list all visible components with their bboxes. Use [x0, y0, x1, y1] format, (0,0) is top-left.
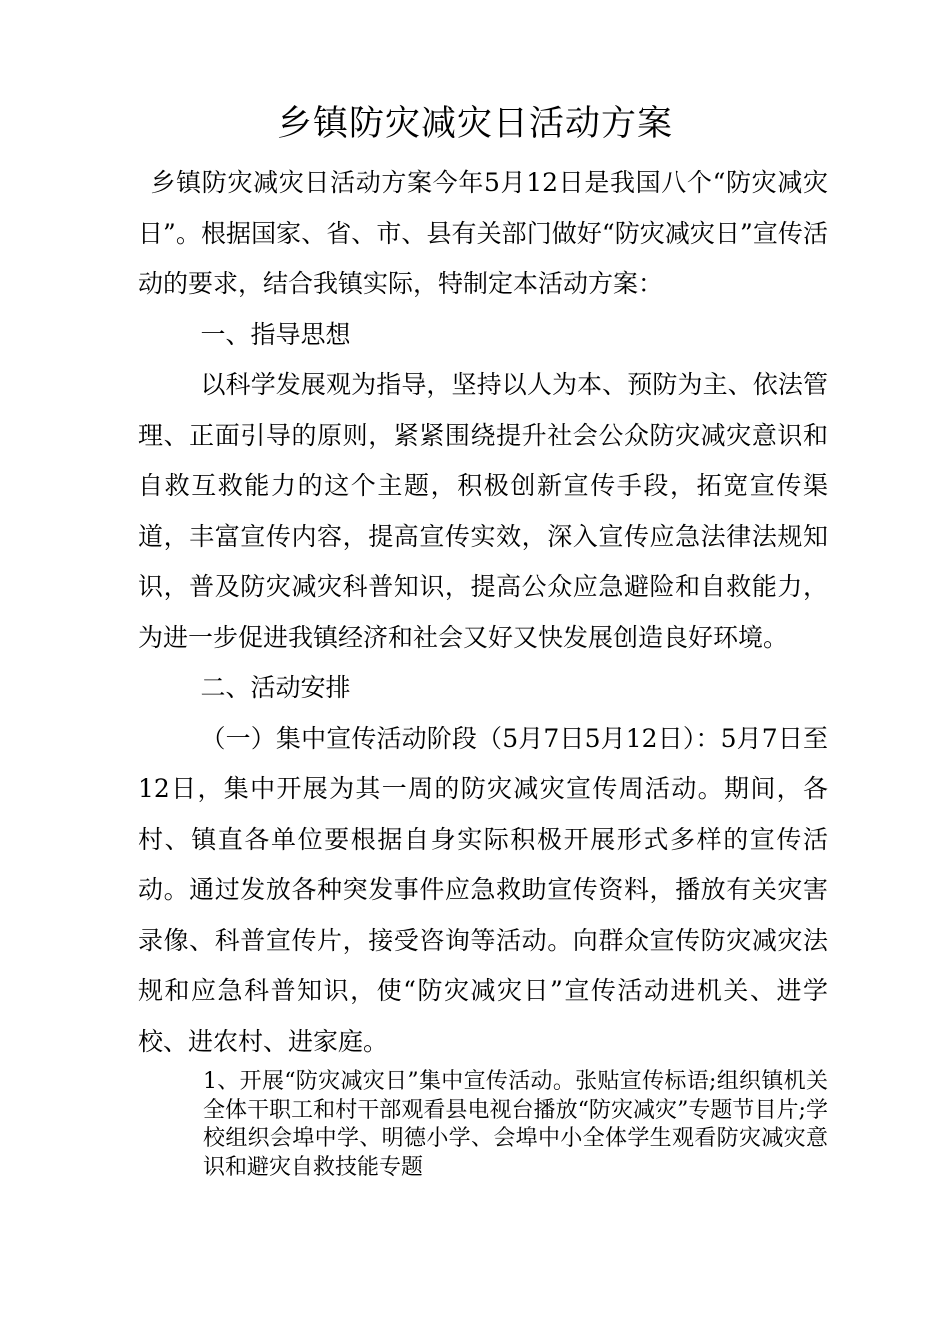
activity-arrangement-paragraph: （一）集中宣传活动阶段（5月7日5月12日）：5月7日至12日，集中开展为其一周的防灾减灾宣传周活动。期间，各村、镇直各单位要根据自身实际积极开展形式多样的宣传活动。通过发放各种突发事件应急救助宣传资料，播放有关灾害录像、科普宣传片，接受咨询等活动。向群众宣传防灾减灾法规和应急科普知识，使“防灾减灾日”宣传活动进机关、进学校、进农村、进家庭。 — [138, 723, 828, 1056]
intro-paragraph: 乡镇防灾减灾日活动方案今年5月12日是我国八个“防灾减灾日”。根据国家、省、市、县有关部门做好“防灾减灾日”宣传活动的要求，结合我镇实际，特制定本活动方案： — [138, 168, 828, 298]
guiding-ideology-paragraph: 以科学发展观为指导，坚持以人为本、预防为主、依法管理、正面引导的原则，紧紧围绕提升社会公众防灾减灾意识和自救互救能力的这个主题，积极创新宣传手段，拓宽宣传渠道，丰富宣传内容，提高宣传实效，深入宣传应急法律法规知识，普及防灾减灾科普知识，提高公众应急避险和自救能力，为进一步促进我镇经济和社会又好又快发展创造良好环境。 — [138, 370, 828, 652]
section-heading-activity-arrangement: 二、活动安排 — [200, 673, 351, 702]
document-title: 乡镇防灾减灾日活动方案 — [276, 104, 673, 144]
section-heading-guiding-ideology: 一、指导思想 — [200, 319, 351, 349]
list-item-publicity-activity: 1、开展“防灾减灾日”集中宣传活动。张贴宣传标语;组织镇机关全体干职工和村干部观看县电视台播放“防灾减灾”专题节目片;学校组织会埠中学、明德小学、会埠中小全体学生观看防灾减灾意识和避灾自救技能专题 — [203, 1069, 828, 1180]
document-body — [138, 158, 828, 1067]
